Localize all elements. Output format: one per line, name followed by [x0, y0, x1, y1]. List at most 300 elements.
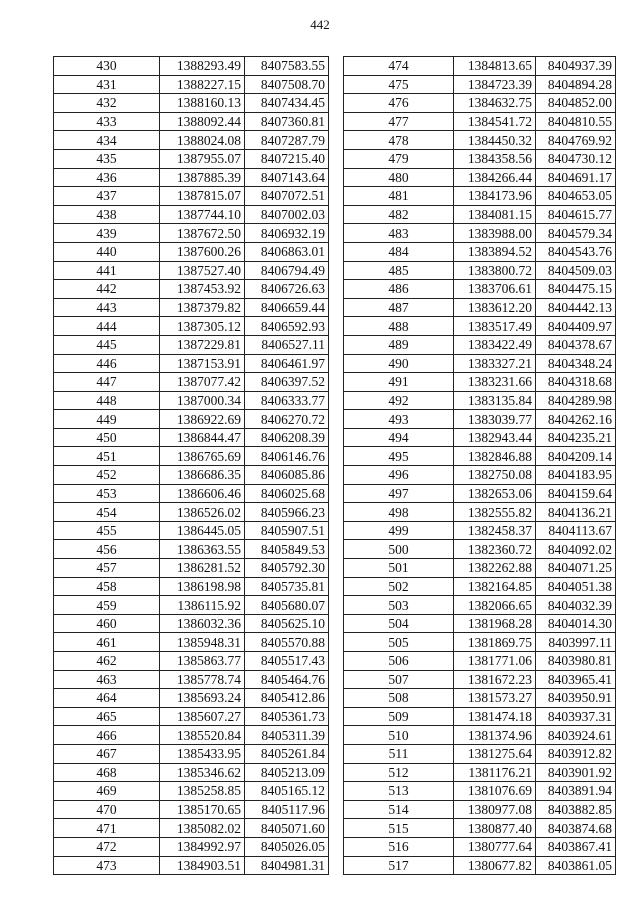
y-coordinate-cell: 8404289.98: [536, 391, 616, 410]
point-number-cell: 479: [344, 149, 454, 168]
y-coordinate-cell: 8404235.21: [536, 428, 616, 447]
x-coordinate-cell: 1387077.42: [160, 373, 245, 392]
y-coordinate-cell: 8405464.76: [245, 670, 329, 689]
x-coordinate-cell: 1384903.51: [160, 856, 245, 875]
x-coordinate-cell: 1386686.35: [160, 466, 245, 485]
table-row: [344, 782, 616, 801]
y-coordinate-cell: 8407583.55: [245, 57, 329, 76]
table-row: [54, 744, 329, 763]
x-coordinate-cell: 1387453.92: [160, 280, 245, 299]
point-number-cell: 502: [344, 577, 454, 596]
y-coordinate-cell: 8405071.60: [245, 819, 329, 838]
point-number-cell: 494: [344, 428, 454, 447]
table-row: [344, 280, 616, 299]
table-row: [54, 317, 329, 336]
table-row: [344, 800, 616, 819]
table-row: [54, 168, 329, 187]
table-row: [54, 670, 329, 689]
x-coordinate-cell: 1383327.21: [454, 354, 536, 373]
x-coordinate-cell: 1381672.23: [454, 670, 536, 689]
point-number-cell: 484: [344, 242, 454, 261]
y-coordinate-cell: 8403937.31: [536, 707, 616, 726]
x-coordinate-cell: 1383422.49: [454, 335, 536, 354]
x-coordinate-cell: 1387000.34: [160, 391, 245, 410]
x-coordinate-cell: 1384541.72: [454, 112, 536, 131]
table-row: [344, 149, 616, 168]
y-coordinate-cell: 8405412.86: [245, 689, 329, 708]
point-number-cell: 433: [54, 112, 160, 131]
y-coordinate-cell: 8404543.76: [536, 242, 616, 261]
point-number-cell: 436: [54, 168, 160, 187]
point-number-cell: 497: [344, 484, 454, 503]
y-coordinate-cell: 8406932.19: [245, 224, 329, 243]
point-number-cell: 468: [54, 763, 160, 782]
table-row: [54, 559, 329, 578]
x-coordinate-cell: 1388160.13: [160, 94, 245, 113]
table-row: [54, 726, 329, 745]
x-coordinate-cell: 1383800.72: [454, 261, 536, 280]
y-coordinate-cell: 8405117.96: [245, 800, 329, 819]
table-row: [54, 242, 329, 261]
table-row: [54, 447, 329, 466]
x-coordinate-cell: 1384992.97: [160, 837, 245, 856]
y-coordinate-cell: 8403882.85: [536, 800, 616, 819]
y-coordinate-cell: 8406270.72: [245, 410, 329, 429]
point-number-cell: 517: [344, 856, 454, 875]
y-coordinate-cell: 8405361.73: [245, 707, 329, 726]
point-number-cell: 511: [344, 744, 454, 763]
x-coordinate-cell: 1382653.06: [454, 484, 536, 503]
y-coordinate-cell: 8405311.39: [245, 726, 329, 745]
table-row: [344, 466, 616, 485]
y-coordinate-cell: 8404475.15: [536, 280, 616, 299]
x-coordinate-cell: 1386281.52: [160, 559, 245, 578]
y-coordinate-cell: 8404653.05: [536, 187, 616, 206]
table-row: [54, 596, 329, 615]
table-row: [344, 131, 616, 150]
table-row: [344, 614, 616, 633]
point-number-cell: 463: [54, 670, 160, 689]
y-coordinate-cell: 8404051.38: [536, 577, 616, 596]
point-number-cell: 482: [344, 205, 454, 224]
table-row: [344, 112, 616, 131]
y-coordinate-cell: 8404262.16: [536, 410, 616, 429]
x-coordinate-cell: 1385607.27: [160, 707, 245, 726]
table-row: [344, 168, 616, 187]
point-number-cell: 452: [54, 466, 160, 485]
x-coordinate-cell: 1385082.02: [160, 819, 245, 838]
x-coordinate-cell: 1380877.40: [454, 819, 536, 838]
point-number-cell: 513: [344, 782, 454, 801]
y-coordinate-cell: 8406592.93: [245, 317, 329, 336]
y-coordinate-cell: 8404442.13: [536, 298, 616, 317]
coordinates-table-left: [53, 56, 329, 875]
table-row: [344, 187, 616, 206]
y-coordinate-cell: 8406863.01: [245, 242, 329, 261]
table-row: [54, 94, 329, 113]
y-coordinate-cell: 8407002.03: [245, 205, 329, 224]
table-row: [344, 57, 616, 76]
table-row: [54, 819, 329, 838]
table-row: [344, 577, 616, 596]
x-coordinate-cell: 1388092.44: [160, 112, 245, 131]
x-coordinate-cell: 1385258.85: [160, 782, 245, 801]
y-coordinate-cell: 8404113.67: [536, 521, 616, 540]
table-row: [54, 187, 329, 206]
y-coordinate-cell: 8403912.82: [536, 744, 616, 763]
y-coordinate-cell: 8404209.14: [536, 447, 616, 466]
point-number-cell: 515: [344, 819, 454, 838]
y-coordinate-cell: 8406208.39: [245, 428, 329, 447]
table-row: [54, 373, 329, 392]
x-coordinate-cell: 1382846.88: [454, 447, 536, 466]
y-coordinate-cell: 8404348.24: [536, 354, 616, 373]
point-number-cell: 516: [344, 837, 454, 856]
x-coordinate-cell: 1383988.00: [454, 224, 536, 243]
y-coordinate-cell: 8406333.77: [245, 391, 329, 410]
point-number-cell: 500: [344, 540, 454, 559]
x-coordinate-cell: 1386765.69: [160, 447, 245, 466]
table-row: [54, 298, 329, 317]
y-coordinate-cell: 8405261.84: [245, 744, 329, 763]
point-number-cell: 493: [344, 410, 454, 429]
point-number-cell: 476: [344, 94, 454, 113]
coordinates-table-right: [343, 56, 616, 875]
point-number-cell: 437: [54, 187, 160, 206]
table-row: [54, 633, 329, 652]
x-coordinate-cell: 1382066.65: [454, 596, 536, 615]
point-number-cell: 445: [54, 335, 160, 354]
y-coordinate-cell: 8405680.07: [245, 596, 329, 615]
y-coordinate-cell: 8405849.53: [245, 540, 329, 559]
x-coordinate-cell: 1385693.24: [160, 689, 245, 708]
x-coordinate-cell: 1384358.56: [454, 149, 536, 168]
table-row: [344, 521, 616, 540]
table-row: [344, 707, 616, 726]
point-number-cell: 460: [54, 614, 160, 633]
table-row: [344, 94, 616, 113]
x-coordinate-cell: 1382262.88: [454, 559, 536, 578]
table-row: [54, 410, 329, 429]
y-coordinate-cell: 8403867.41: [536, 837, 616, 856]
table-row: [54, 521, 329, 540]
point-number-cell: 464: [54, 689, 160, 708]
point-number-cell: 486: [344, 280, 454, 299]
y-coordinate-cell: 8404378.67: [536, 335, 616, 354]
table-row: [54, 689, 329, 708]
x-coordinate-cell: 1382943.44: [454, 428, 536, 447]
x-coordinate-cell: 1386445.05: [160, 521, 245, 540]
point-number-cell: 509: [344, 707, 454, 726]
table-row: [344, 633, 616, 652]
table-row: [54, 540, 329, 559]
table-row: [344, 744, 616, 763]
table-row: [54, 484, 329, 503]
point-number-cell: 434: [54, 131, 160, 150]
x-coordinate-cell: 1387527.40: [160, 261, 245, 280]
table-row: [344, 503, 616, 522]
point-number-cell: 492: [344, 391, 454, 410]
y-coordinate-cell: 8407434.45: [245, 94, 329, 113]
y-coordinate-cell: 8404409.97: [536, 317, 616, 336]
x-coordinate-cell: 1388293.49: [160, 57, 245, 76]
x-coordinate-cell: 1384266.44: [454, 168, 536, 187]
point-number-cell: 514: [344, 800, 454, 819]
table-row: [344, 428, 616, 447]
point-number-cell: 446: [54, 354, 160, 373]
x-coordinate-cell: 1385863.77: [160, 652, 245, 671]
point-number-cell: 435: [54, 149, 160, 168]
y-coordinate-cell: 8406085.86: [245, 466, 329, 485]
point-number-cell: 472: [54, 837, 160, 856]
x-coordinate-cell: 1386844.47: [160, 428, 245, 447]
point-number-cell: 481: [344, 187, 454, 206]
table-row: [344, 670, 616, 689]
y-coordinate-cell: 8403861.05: [536, 856, 616, 875]
x-coordinate-cell: 1380677.82: [454, 856, 536, 875]
x-coordinate-cell: 1387744.10: [160, 205, 245, 224]
point-number-cell: 430: [54, 57, 160, 76]
x-coordinate-cell: 1382555.82: [454, 503, 536, 522]
table-row: [54, 837, 329, 856]
y-coordinate-cell: 8404810.55: [536, 112, 616, 131]
point-number-cell: 491: [344, 373, 454, 392]
x-coordinate-cell: 1387885.39: [160, 168, 245, 187]
point-number-cell: 489: [344, 335, 454, 354]
point-number-cell: 487: [344, 298, 454, 317]
x-coordinate-cell: 1385170.65: [160, 800, 245, 819]
x-coordinate-cell: 1380977.08: [454, 800, 536, 819]
point-number-cell: 441: [54, 261, 160, 280]
table-row: [344, 224, 616, 243]
x-coordinate-cell: 1387229.81: [160, 335, 245, 354]
table-row: [54, 428, 329, 447]
point-number-cell: 477: [344, 112, 454, 131]
point-number-cell: 461: [54, 633, 160, 652]
y-coordinate-cell: 8403901.92: [536, 763, 616, 782]
table-row: [54, 503, 329, 522]
x-coordinate-cell: 1382458.37: [454, 521, 536, 540]
point-number-cell: 458: [54, 577, 160, 596]
y-coordinate-cell: 8404579.34: [536, 224, 616, 243]
point-number-cell: 507: [344, 670, 454, 689]
x-coordinate-cell: 1385520.84: [160, 726, 245, 745]
page-number: 442: [310, 17, 330, 32]
table-row: [54, 652, 329, 671]
table-row: [54, 131, 329, 150]
x-coordinate-cell: 1383039.77: [454, 410, 536, 429]
y-coordinate-cell: 8405213.09: [245, 763, 329, 782]
y-coordinate-cell: 8404937.39: [536, 57, 616, 76]
x-coordinate-cell: 1386526.02: [160, 503, 245, 522]
x-coordinate-cell: 1383894.52: [454, 242, 536, 261]
x-coordinate-cell: 1385346.62: [160, 763, 245, 782]
table-row: [344, 856, 616, 875]
y-coordinate-cell: 8403950.91: [536, 689, 616, 708]
point-number-cell: 459: [54, 596, 160, 615]
y-coordinate-cell: 8403997.11: [536, 633, 616, 652]
x-coordinate-cell: 1381374.96: [454, 726, 536, 745]
table-row: [54, 354, 329, 373]
table-row: [344, 354, 616, 373]
point-number-cell: 453: [54, 484, 160, 503]
x-coordinate-cell: 1384723.39: [454, 75, 536, 94]
table-row: [54, 800, 329, 819]
table-row: [344, 261, 616, 280]
x-coordinate-cell: 1385778.74: [160, 670, 245, 689]
table-row: [344, 410, 616, 429]
point-number-cell: 506: [344, 652, 454, 671]
x-coordinate-cell: 1386363.55: [160, 540, 245, 559]
y-coordinate-cell: 8405570.88: [245, 633, 329, 652]
point-number-cell: 510: [344, 726, 454, 745]
table-row: [344, 317, 616, 336]
point-number-cell: 439: [54, 224, 160, 243]
y-coordinate-cell: 8405907.51: [245, 521, 329, 540]
table-row: [344, 373, 616, 392]
table-row: [54, 614, 329, 633]
point-number-cell: 488: [344, 317, 454, 336]
y-coordinate-cell: 8407072.51: [245, 187, 329, 206]
table-row: [54, 391, 329, 410]
y-coordinate-cell: 8404615.77: [536, 205, 616, 224]
point-number-cell: 503: [344, 596, 454, 615]
point-number-cell: 448: [54, 391, 160, 410]
x-coordinate-cell: 1381573.27: [454, 689, 536, 708]
point-number-cell: 474: [344, 57, 454, 76]
y-coordinate-cell: 8406461.97: [245, 354, 329, 373]
point-number-cell: 440: [54, 242, 160, 261]
x-coordinate-cell: 1383231.66: [454, 373, 536, 392]
x-coordinate-cell: 1386032.36: [160, 614, 245, 633]
x-coordinate-cell: 1382164.85: [454, 577, 536, 596]
y-coordinate-cell: 8406025.68: [245, 484, 329, 503]
point-number-cell: 456: [54, 540, 160, 559]
y-coordinate-cell: 8404092.02: [536, 540, 616, 559]
y-coordinate-cell: 8407360.81: [245, 112, 329, 131]
point-number-cell: 490: [344, 354, 454, 373]
table-row: [54, 280, 329, 299]
y-coordinate-cell: 8404981.31: [245, 856, 329, 875]
x-coordinate-cell: 1381076.69: [454, 782, 536, 801]
y-coordinate-cell: 8406397.52: [245, 373, 329, 392]
x-coordinate-cell: 1387600.26: [160, 242, 245, 261]
table-row: [344, 763, 616, 782]
x-coordinate-cell: 1387672.50: [160, 224, 245, 243]
point-number-cell: 496: [344, 466, 454, 485]
point-number-cell: 499: [344, 521, 454, 540]
y-coordinate-cell: 8405165.12: [245, 782, 329, 801]
table-row: [344, 242, 616, 261]
y-coordinate-cell: 8407508.70: [245, 75, 329, 94]
y-coordinate-cell: 8403980.81: [536, 652, 616, 671]
x-coordinate-cell: 1388024.08: [160, 131, 245, 150]
x-coordinate-cell: 1387305.12: [160, 317, 245, 336]
point-number-cell: 498: [344, 503, 454, 522]
point-number-cell: 469: [54, 782, 160, 801]
point-number-cell: 457: [54, 559, 160, 578]
table-row: [344, 447, 616, 466]
y-coordinate-cell: 8405625.10: [245, 614, 329, 633]
y-coordinate-cell: 8404159.64: [536, 484, 616, 503]
table-row: [54, 75, 329, 94]
table-row: [344, 689, 616, 708]
y-coordinate-cell: 8406659.44: [245, 298, 329, 317]
y-coordinate-cell: 8406794.49: [245, 261, 329, 280]
x-coordinate-cell: 1384173.96: [454, 187, 536, 206]
table-row: [344, 837, 616, 856]
point-number-cell: 467: [54, 744, 160, 763]
point-number-cell: 508: [344, 689, 454, 708]
x-coordinate-cell: 1385948.31: [160, 633, 245, 652]
table-row: [344, 335, 616, 354]
point-number-cell: 450: [54, 428, 160, 447]
y-coordinate-cell: 8404509.03: [536, 261, 616, 280]
table-row: [344, 559, 616, 578]
table-row: [54, 856, 329, 875]
x-coordinate-cell: 1381869.75: [454, 633, 536, 652]
table-row: [344, 726, 616, 745]
y-coordinate-cell: 8404730.12: [536, 149, 616, 168]
x-coordinate-cell: 1387153.91: [160, 354, 245, 373]
table-row: [344, 298, 616, 317]
table-row: [344, 819, 616, 838]
point-number-cell: 471: [54, 819, 160, 838]
point-number-cell: 470: [54, 800, 160, 819]
y-coordinate-cell: 8406726.63: [245, 280, 329, 299]
y-coordinate-cell: 8404894.28: [536, 75, 616, 94]
x-coordinate-cell: 1385433.95: [160, 744, 245, 763]
x-coordinate-cell: 1383517.49: [454, 317, 536, 336]
point-number-cell: 485: [344, 261, 454, 280]
point-number-cell: 431: [54, 75, 160, 94]
y-coordinate-cell: 8403924.61: [536, 726, 616, 745]
x-coordinate-cell: 1382360.72: [454, 540, 536, 559]
table-row: [54, 335, 329, 354]
x-coordinate-cell: 1387815.07: [160, 187, 245, 206]
table-row: [54, 205, 329, 224]
point-number-cell: 475: [344, 75, 454, 94]
point-number-cell: 483: [344, 224, 454, 243]
point-number-cell: 504: [344, 614, 454, 633]
table-row: [344, 540, 616, 559]
x-coordinate-cell: 1384081.15: [454, 205, 536, 224]
point-number-cell: 478: [344, 131, 454, 150]
y-coordinate-cell: 8405026.05: [245, 837, 329, 856]
point-number-cell: 505: [344, 633, 454, 652]
point-number-cell: 480: [344, 168, 454, 187]
point-number-cell: 501: [344, 559, 454, 578]
y-coordinate-cell: 8404032.39: [536, 596, 616, 615]
y-coordinate-cell: 8407287.79: [245, 131, 329, 150]
y-coordinate-cell: 8404014.30: [536, 614, 616, 633]
y-coordinate-cell: 8405792.30: [245, 559, 329, 578]
y-coordinate-cell: 8405966.23: [245, 503, 329, 522]
x-coordinate-cell: 1381474.18: [454, 707, 536, 726]
point-number-cell: 442: [54, 280, 160, 299]
table-row: [54, 466, 329, 485]
x-coordinate-cell: 1383612.20: [454, 298, 536, 317]
y-coordinate-cell: 8406146.76: [245, 447, 329, 466]
table-row: [344, 205, 616, 224]
table-row: [54, 782, 329, 801]
table-row: [344, 596, 616, 615]
table-row: [54, 224, 329, 243]
x-coordinate-cell: 1384450.32: [454, 131, 536, 150]
table-row: [344, 652, 616, 671]
x-coordinate-cell: 1386606.46: [160, 484, 245, 503]
x-coordinate-cell: 1381771.06: [454, 652, 536, 671]
